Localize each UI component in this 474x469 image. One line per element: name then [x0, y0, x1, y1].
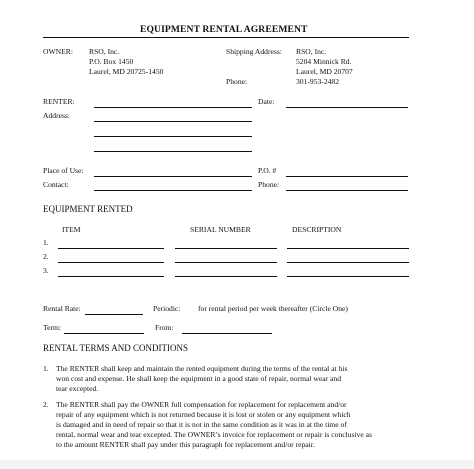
term-2-line-2: repair of any equipment which is not returned because it is lost or stolen or any equipment which [56, 410, 351, 419]
description-field-1[interactable] [287, 248, 409, 249]
date-field[interactable] [286, 107, 408, 108]
shipping-name: RSO, Inc. [296, 47, 327, 56]
row-number-2: 2. [43, 252, 49, 261]
term-2-line-1: The RENTER shall pay the OWNER full compensation for replacement for replacement and/or [56, 400, 347, 409]
term-number-1: 1. [43, 364, 49, 373]
column-header-description: DESCRIPTION [292, 225, 342, 234]
shipping-phone-label: Phone: [226, 77, 248, 86]
document-title: EQUIPMENT RENTAL AGREEMENT [140, 24, 308, 35]
terms-heading: RENTAL TERMS AND CONDITIONS [43, 343, 189, 353]
term-label: Term: [43, 323, 62, 332]
row-number-3: 3. [43, 266, 49, 275]
periodic-text: for rental period per week thereafter (Circle One) [198, 304, 348, 313]
term-1-line-2: won cost and expense. He shall keep the equipment in a good state of repair, normal wear and [56, 374, 341, 383]
place-of-use-label: Place of Use: [43, 166, 84, 175]
serial-number-field-2[interactable] [175, 262, 277, 263]
column-header-serial-number: SERIAL NUMBER [190, 225, 251, 234]
renter-label: RENTER: [43, 97, 75, 106]
renter-phone-label: Phone: [258, 180, 280, 189]
shipping-address-label: Shipping Address: [226, 47, 282, 56]
term-2-line-5: to the amount RENTER shall pay under this paragraph for replacement and/or repair. [56, 440, 315, 449]
description-field-2[interactable] [287, 262, 409, 263]
serial-number-field-3[interactable] [175, 276, 277, 277]
serial-number-field-1[interactable] [175, 248, 277, 249]
owner-name: RSO, Inc. [89, 47, 120, 56]
owner-label: OWNER: [43, 47, 73, 56]
address-label: Address: [43, 111, 70, 120]
term-number-2: 2. [43, 400, 49, 409]
term-1-line-1: The RENTER shall keep and maintain the rented equipment during the terms of the rental at his [56, 364, 348, 373]
po-number-field[interactable] [286, 176, 408, 177]
rental-rate-label: Rental Rate: [43, 304, 81, 313]
item-field-3[interactable] [58, 276, 164, 277]
rental-rate-field[interactable] [85, 314, 143, 315]
owner-address-line2: Laurel, MD 20725-1450 [89, 67, 164, 76]
term-1-line-3: tear excepted. [56, 384, 99, 393]
equipment-rented-heading: EQUIPMENT RENTED [43, 204, 133, 214]
contact-label: Contact: [43, 180, 69, 189]
column-header-item: ITEM [62, 225, 81, 234]
item-field-2[interactable] [58, 262, 164, 263]
address-field-line3[interactable] [94, 151, 252, 152]
shipping-address-line1: 5204 Minnick Rd. [296, 57, 352, 66]
from-field[interactable] [182, 333, 272, 334]
periodic-label: Periodic: [153, 304, 181, 313]
shipping-address-line2: Laurel, MD 20707 [296, 67, 353, 76]
renter-field[interactable] [94, 107, 252, 108]
renter-phone-field[interactable] [286, 190, 408, 191]
address-field-line1[interactable] [94, 121, 252, 122]
description-field-3[interactable] [287, 276, 409, 277]
place-of-use-field[interactable] [94, 176, 252, 177]
term-2-line-4: rental, normal wear and tear excepted. The OWNER’s invoice for replacement or repair is conclusive as [56, 430, 372, 439]
page-bottom-edge [0, 460, 474, 469]
row-number-1: 1. [43, 238, 49, 247]
owner-address-line1: P.O. Box 1450 [89, 57, 134, 66]
date-label: Date: [258, 97, 275, 106]
term-paragraph-2 [56, 400, 412, 450]
po-number-label: P.O. # [258, 166, 277, 175]
shipping-phone: 301-953-2482 [296, 77, 340, 86]
contact-field[interactable] [94, 190, 252, 191]
title-rule [43, 37, 409, 38]
from-label: From: [155, 323, 174, 332]
term-field[interactable] [64, 333, 144, 334]
address-field-line2[interactable] [94, 136, 252, 137]
term-paragraph-1 [56, 364, 412, 394]
term-2-line-3: is damaged and in need of repair so that it is not in the same condition as it was in at the time of [56, 420, 347, 429]
item-field-1[interactable] [58, 248, 164, 249]
